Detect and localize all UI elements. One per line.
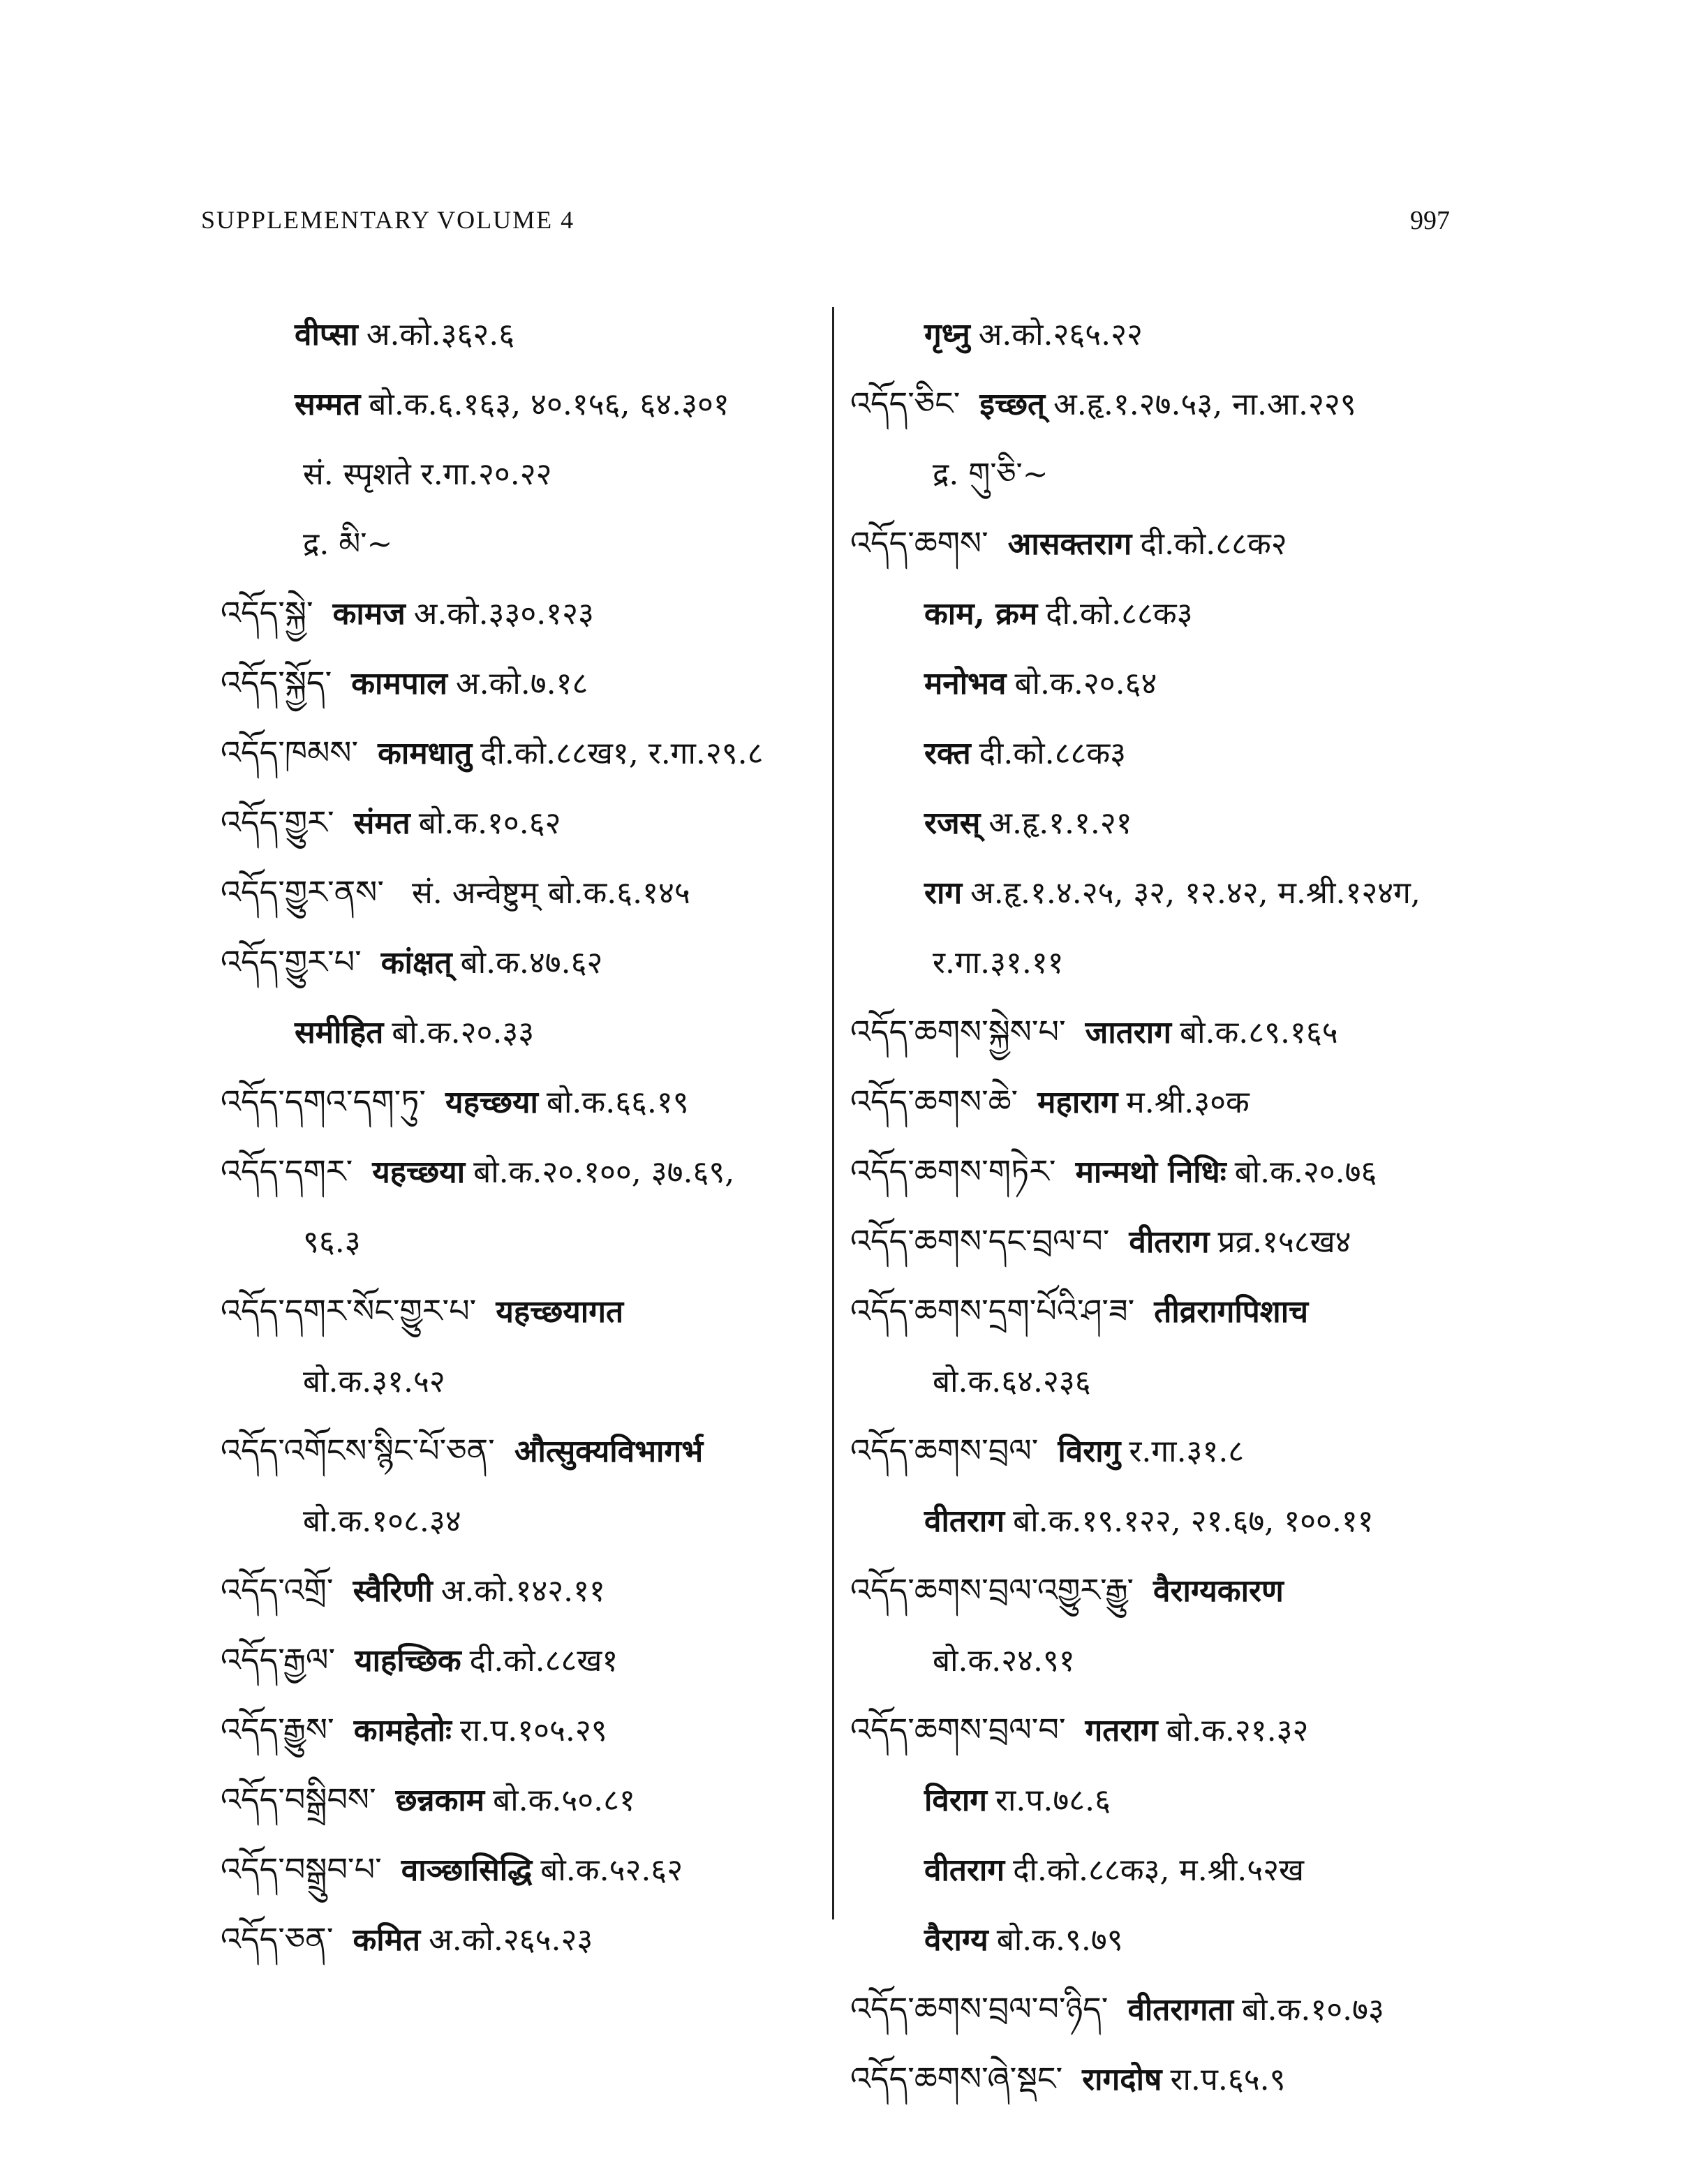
source-reference: बो.क.६६.१९ <box>546 1085 689 1120</box>
sanskrit-equivalent: मनोभव <box>924 666 1007 701</box>
tibetan-headword: འདོད་དགར་སོང་གྱུར་པ་ <box>221 1292 477 1330</box>
column-divider <box>832 307 834 1919</box>
tibetan-headword: འདོད་ཆགས་བྲལ་ <box>850 1432 1039 1469</box>
tibetan-headword: འདོད་ཆགས་སྐྱེས་པ་ <box>850 1013 1066 1050</box>
right-column <box>850 299 1465 2114</box>
source-reference: अ.हृ.१.४.२५, ३२, १२.४२, म.श्री.१२४ग, <box>970 875 1421 911</box>
tibetan-headword: འདོད་དགར་ <box>221 1152 353 1190</box>
tibetan-headword: འདོད་ཆགས་ཆེ་ <box>850 1083 1018 1120</box>
dictionary-entry-line <box>850 1555 1465 1625</box>
sanskrit-equivalent: वीतराग <box>1129 1224 1210 1260</box>
dictionary-entry-line <box>221 1765 828 1834</box>
source-reference: अ.को.७.१८ <box>456 666 588 701</box>
dictionary-entry-line <box>850 438 1465 508</box>
running-head: SUPPLEMENTARY VOLUME 4 <box>201 206 575 234</box>
tibetan-headword: འདོད་དགའ་དག་ཏུ་ <box>221 1083 427 1120</box>
source-reference: अ.हृ.१.२७.५३, ना.आ.२२९ <box>1053 387 1356 422</box>
source-reference: अ.को.१४२.११ <box>440 1573 605 1609</box>
sanskrit-equivalent: जातराग <box>1085 1015 1171 1050</box>
dictionary-entry-line <box>221 1276 828 1346</box>
source-reference: र.गा.३१.११ <box>933 945 1064 981</box>
sanskrit-equivalent: याहच्छिक <box>355 1643 461 1679</box>
dictionary-entry-line <box>850 1206 1465 1276</box>
source-reference: अ.हृ.१.१.२१ <box>988 805 1132 841</box>
dictionary-entry-line <box>850 1346 1465 1416</box>
sanskrit-equivalent: रागदोष <box>1082 2062 1162 2097</box>
dictionary-entry-line <box>850 369 1465 438</box>
source-reference: बो.क.२४.९१ <box>933 1643 1075 1679</box>
tibetan-headword: འདོད་སྐྱེ་ <box>221 594 313 632</box>
sanskrit-equivalent: वीप्सा <box>295 317 358 352</box>
tibetan-headword: འདོད་གྱུར་ནས་ <box>221 873 385 911</box>
sanskrit-equivalent: कामपाल <box>351 666 447 701</box>
dictionary-entry-line <box>850 1765 1465 1834</box>
source-reference: म.श्री.३०क <box>1126 1085 1250 1120</box>
source-reference: बो.क.८९.१६५ <box>1179 1015 1338 1050</box>
source-reference: द्र. གུ་ཅི་~ <box>933 456 1048 492</box>
sanskrit-equivalent: वाञ्छासिद्धि <box>401 1852 533 1888</box>
sanskrit-equivalent: वीतराग <box>924 1503 1005 1539</box>
dictionary-entry-line <box>850 299 1465 369</box>
sanskrit-equivalent: यहच्छया <box>445 1085 538 1120</box>
sanskrit-equivalent: यहच्छयागत <box>496 1294 624 1330</box>
source-reference: सं. स्पृशते र.गा.२०.२२ <box>303 456 552 492</box>
source-reference: रा.प.७८.६ <box>995 1783 1111 1818</box>
sanskrit-equivalent: वैराग्य <box>924 1922 988 1958</box>
dictionary-entry-line <box>221 1067 828 1136</box>
tibetan-headword: འདོད་རྒྱལ་ <box>221 1641 336 1679</box>
tibetan-headword: འདོད་ཆགས་ཞེ་སྡང་ <box>850 2060 1063 2097</box>
source-reference: बो.क.१०.७३ <box>1242 1992 1384 2028</box>
sanskrit-equivalent: वीतरागता <box>1127 1992 1234 2028</box>
tibetan-headword: འདོད་སྐྱོད་ <box>221 664 332 701</box>
dictionary-entry-line <box>221 1346 828 1416</box>
sanskrit-equivalent: सम्मत <box>295 387 361 422</box>
source-reference: बो.क.५०.८१ <box>493 1783 635 1818</box>
dictionary-entry-line <box>850 1695 1465 1765</box>
source-reference: बो.क.२१.३२ <box>1166 1713 1309 1748</box>
tibetan-headword: འདོད་ཅན་ <box>221 1920 334 1958</box>
source-reference: अ.को.३३०.१२३ <box>413 596 594 632</box>
dictionary-entry-line <box>850 1067 1465 1136</box>
dictionary-entry-line <box>221 1555 828 1625</box>
source-reference: रा.प.१०५.२९ <box>459 1713 607 1748</box>
tibetan-headword: འདོད་ཆགས་བྲལ་བ་ <box>850 1711 1066 1748</box>
sanskrit-equivalent: कमित <box>353 1922 421 1958</box>
dictionary-entry-line <box>850 997 1465 1067</box>
tibetan-headword: འདོད་ཆགས་དང་བྲལ་བ་ <box>850 1222 1110 1260</box>
dictionary-entry-line <box>850 1834 1465 1904</box>
sanskrit-equivalent: कामज <box>332 596 406 632</box>
dictionary-entry-line <box>221 369 828 438</box>
dictionary-entry-line <box>221 1416 828 1485</box>
sanskrit-equivalent: आसक्तराग <box>1007 526 1132 562</box>
tibetan-headword: འདོད་ཆགས་གཏེར་ <box>850 1152 1056 1190</box>
dictionary-entry-line <box>221 787 828 857</box>
dictionary-entry-line <box>850 787 1465 857</box>
source-reference: बो.क.२०.३३ <box>392 1015 535 1050</box>
tibetan-headword: འདོད་གྱུར་ <box>221 803 334 841</box>
dictionary-entry-line <box>850 1904 1465 1974</box>
source-reference: बो.क.१०.६२ <box>418 805 561 841</box>
tibetan-headword: འདོད་བསྒྲིབས་ <box>221 1781 376 1818</box>
sanskrit-equivalent: इच्छत् <box>979 387 1046 422</box>
dictionary-entry-line <box>221 648 828 718</box>
sanskrit-equivalent: समीहित <box>295 1015 384 1050</box>
page-number: 997 <box>1410 206 1450 235</box>
source-reference: ९६.३ <box>303 1224 361 1260</box>
dictionary-entry-line <box>850 1974 1465 2044</box>
sanskrit-equivalent: काम, क्रम <box>924 596 1038 632</box>
dictionary-entry-line <box>850 2044 1465 2114</box>
sanskrit-equivalent: तीव्ररागपिशाच <box>1154 1294 1309 1330</box>
tibetan-headword: འདོད་ཆགས་བྲལ་འགྱུར་རྒྱུ་ <box>850 1571 1134 1609</box>
dictionary-entry-line <box>850 1136 1465 1206</box>
source-reference: अ.को.२६५.२३ <box>429 1922 593 1958</box>
source-reference: अ.को.२६५.२२ <box>978 317 1143 352</box>
source-reference: बो.क.२०.७६ <box>1234 1154 1377 1190</box>
tibetan-headword: འདོད་ཁམས་ <box>221 734 359 771</box>
source-reference: दी.को.८८ख१, र.गा.२९.८ <box>480 736 764 771</box>
sanskrit-equivalent: संमत <box>353 805 410 841</box>
dictionary-entry-line <box>850 857 1465 927</box>
source-reference: दी.को.८८ख१ <box>469 1643 618 1679</box>
source-reference: बो.क.६४.२३६ <box>933 1364 1091 1399</box>
dictionary-entry-line <box>850 508 1465 578</box>
dictionary-entry-line <box>221 1206 828 1276</box>
tibetan-headword: འདོད་རྒྱུས་ <box>221 1711 334 1748</box>
dictionary-entry-line <box>221 857 828 927</box>
dictionary-entry-line <box>221 997 828 1067</box>
sanskrit-equivalent: रजस् <box>924 805 981 841</box>
source-reference: रा.प.६५.९ <box>1170 2062 1286 2097</box>
sanskrit-equivalent: छन्नकाम <box>395 1783 485 1818</box>
dictionary-entry-line <box>850 1485 1465 1555</box>
dictionary-entry-line <box>221 508 828 578</box>
sanskrit-equivalent: वीतराग <box>924 1852 1005 1888</box>
sanskrit-equivalent: विराग <box>924 1783 988 1818</box>
dictionary-entry-line <box>850 718 1465 787</box>
sanskrit-equivalent: औत्सुक्यविभागर्भ <box>514 1434 704 1469</box>
source-reference: बो.क.२०.१००, ३७.६९, <box>473 1154 735 1190</box>
source-reference: बो.क.५२.६२ <box>540 1852 683 1888</box>
sanskrit-equivalent: वैराग्यकारण <box>1153 1573 1284 1609</box>
source-reference: बो.क.१०८.३४ <box>303 1503 461 1539</box>
source-reference: बो.क.४७.६२ <box>460 945 603 981</box>
source-reference: दी.को.८८क३, म.श्री.५२ख <box>1013 1852 1305 1888</box>
dictionary-entry-line <box>850 1276 1465 1346</box>
sanskrit-equivalent: विरागु <box>1058 1434 1121 1469</box>
sanskrit-equivalent: कांक्षत् <box>380 945 452 981</box>
dictionary-entry-line <box>221 927 828 997</box>
tibetan-headword: འདོད་བསྒྲུབ་པ་ <box>221 1850 382 1888</box>
sanskrit-equivalent: गतराग <box>1085 1713 1158 1748</box>
source-reference: दी.को.८८क२ <box>1140 526 1287 562</box>
dictionary-entry-line <box>221 718 828 787</box>
sanskrit-equivalent: मान्मथो निधिः <box>1075 1154 1226 1190</box>
tibetan-headword: འདོད་གྱུར་པ་ <box>221 943 362 981</box>
page-header <box>0 0 1690 237</box>
source-reference: बो.क.१९.१२२, २१.६७, १००.११ <box>1013 1503 1374 1539</box>
source-reference: बो.क.३१.५२ <box>303 1364 445 1399</box>
dictionary-entry-line <box>850 1416 1465 1485</box>
dictionary-entry-line <box>221 1904 828 1974</box>
dictionary-entry-line <box>221 1695 828 1765</box>
source-reference: बो.क.९.७९ <box>996 1922 1123 1958</box>
dictionary-entry-line <box>221 1136 828 1206</box>
dictionary-entry-line <box>221 1834 828 1904</box>
sanskrit-equivalent: महाराग <box>1037 1085 1118 1120</box>
left-column <box>221 299 828 1974</box>
sanskrit-equivalent: कामधातु <box>378 736 473 771</box>
tibetan-headword: འདོད་འགོངས་སྙིང་པོ་ཅན་ <box>221 1432 495 1469</box>
source-reference: दी.को.८८क३ <box>1046 596 1193 632</box>
source-reference: द्र. མི་~ <box>303 526 393 562</box>
dictionary-entry-line <box>221 1625 828 1695</box>
source-reference: सं. अन्वेष्टुम् बो.क.६.१४५ <box>412 875 690 911</box>
source-reference: दी.को.८८क३ <box>979 736 1127 771</box>
sanskrit-equivalent: गृध्नु <box>924 317 970 352</box>
tibetan-headword: འདོད་ཆགས་བྲལ་བ་ཉིད་ <box>850 1990 1109 2028</box>
dictionary-entry-line <box>850 1625 1465 1695</box>
tibetan-headword: འདོད་ཅིང་ <box>850 385 961 422</box>
sanskrit-equivalent: स्वैरिणी <box>353 1573 433 1609</box>
source-reference: बो.क.२०.६४ <box>1014 666 1157 701</box>
tibetan-headword: འདོད་ཆགས་ <box>850 524 988 562</box>
dictionary-entry-line <box>221 438 828 508</box>
dictionary-entry-line <box>850 927 1465 997</box>
sanskrit-equivalent: यहच्छया <box>372 1154 466 1190</box>
source-reference: बो.क.६.१६३, ४०.१५६, ६४.३०१ <box>369 387 729 422</box>
dictionary-entry-line <box>850 648 1465 718</box>
tibetan-headword: འདོད་ཆགས་དྲག་པོའི་ཤ་ཟ་ <box>850 1292 1135 1330</box>
tibetan-headword: འདོད་འགྲོ་ <box>221 1571 334 1609</box>
sanskrit-equivalent: कामहेतोः <box>353 1713 452 1748</box>
sanskrit-equivalent: रक्त <box>924 736 971 771</box>
source-reference: र.गा.३१.८ <box>1129 1434 1245 1469</box>
dictionary-entry-line <box>850 578 1465 648</box>
dictionary-entry-line <box>221 1485 828 1555</box>
source-reference: अ.को.३६२.६ <box>366 317 515 352</box>
dictionary-entry-line <box>221 299 828 369</box>
sanskrit-equivalent: राग <box>924 875 963 911</box>
source-reference: प्रव्र.१५८ख४ <box>1217 1224 1351 1260</box>
dictionary-entry-line <box>221 578 828 648</box>
